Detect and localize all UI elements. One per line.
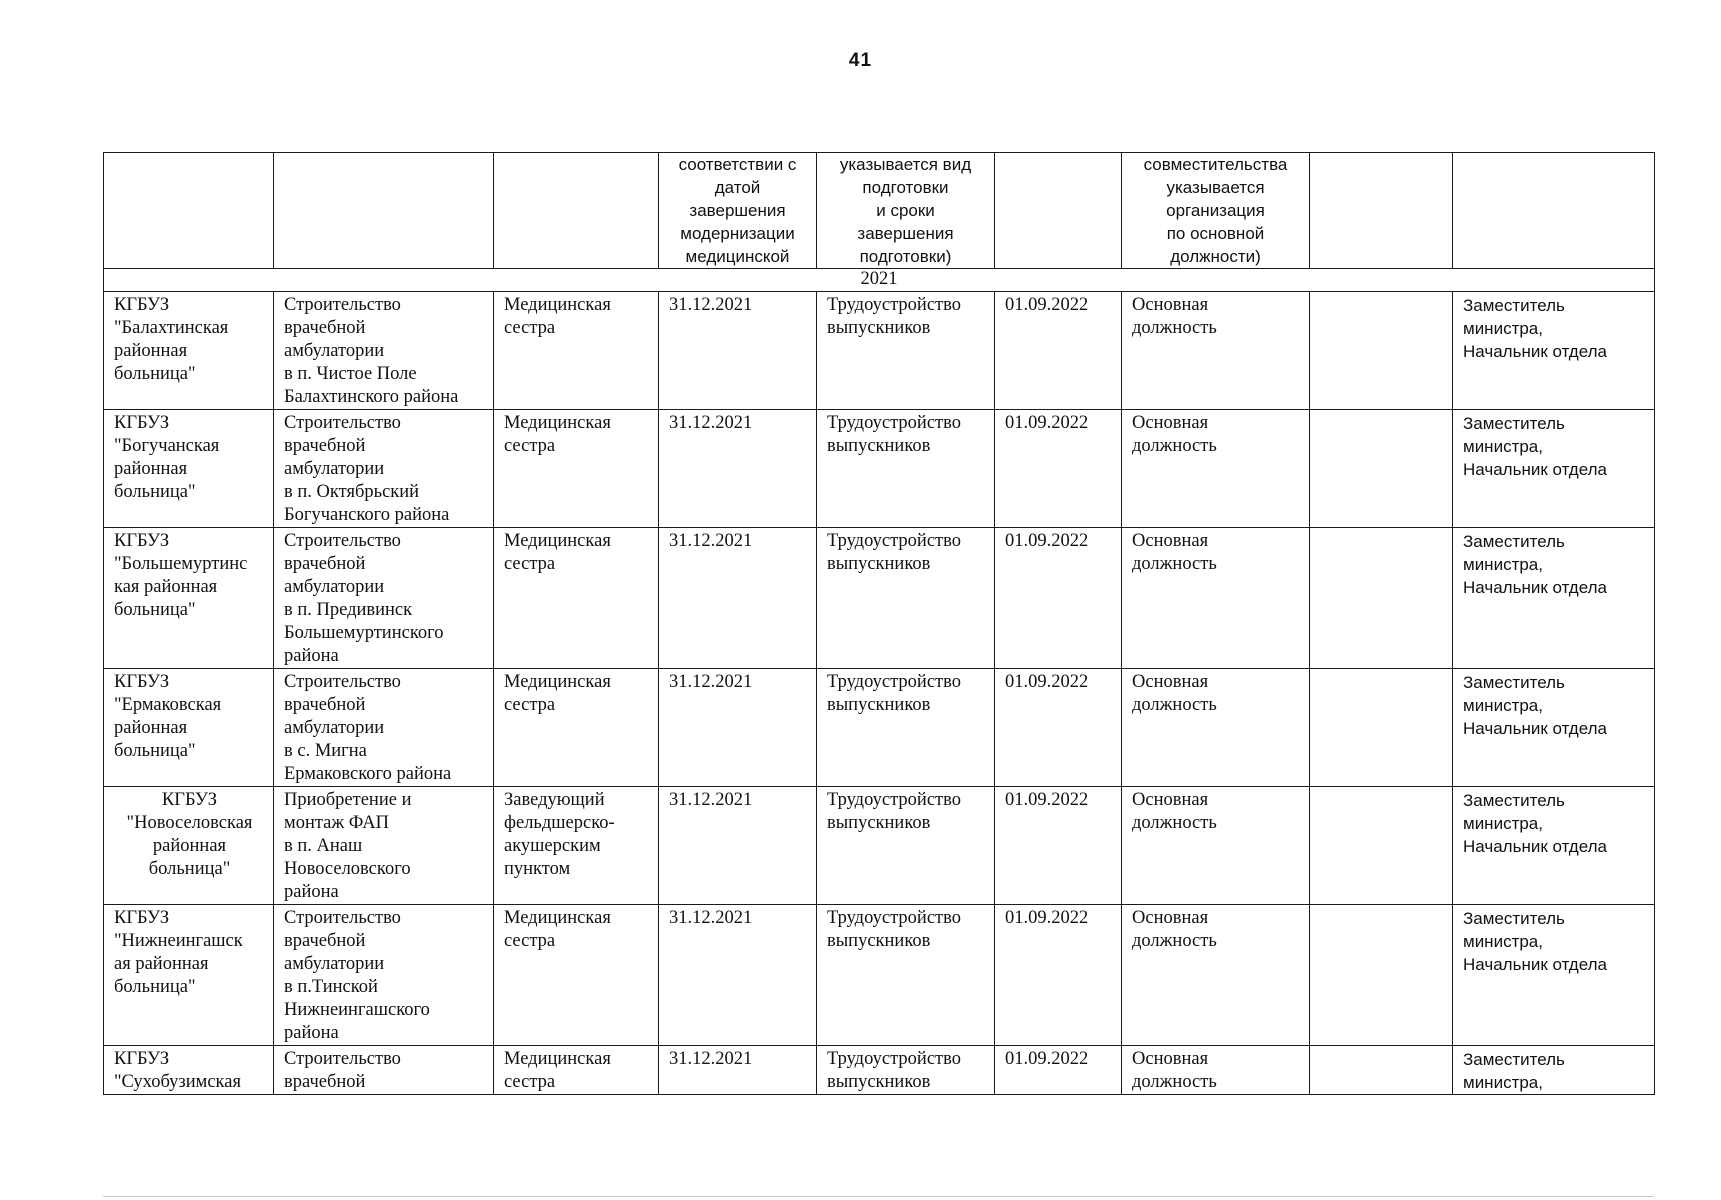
year-row [104, 269, 1655, 292]
source-cell: Трудоустройство выпускников [817, 528, 995, 669]
table-row [104, 905, 1655, 1046]
page-bottom-rule [103, 1196, 1654, 1197]
completion-date-cell: 31.12.2021 [659, 905, 817, 1046]
table-header-row [104, 153, 1655, 269]
extra-cell [1310, 292, 1453, 410]
org-cell: КГБУЗ "Богучанская районная больница" [104, 410, 274, 528]
object-cell: Приобретение и монтаж ФАП в п. Анаш Новоселовского района [274, 787, 494, 905]
staffing-table [103, 152, 1655, 1095]
object-cell: Строительство врачебной амбулатории в с. Мигна Ермаковского района [274, 669, 494, 787]
responsible-cell: Заместитель министра, Начальник отдела [1453, 787, 1655, 905]
hire-date-cell: 01.09.2022 [995, 528, 1122, 669]
employment-type-cell: Основная должность [1122, 905, 1310, 1046]
extra-cell [1310, 1046, 1453, 1095]
hire-date-cell: 01.09.2022 [995, 787, 1122, 905]
employment-type-cell: Основная должность [1122, 787, 1310, 905]
source-cell: Трудоустройство выпускников [817, 1046, 995, 1095]
org-cell: КГБУЗ "Сухобузимская [104, 1046, 274, 1095]
source-cell: Трудоустройство выпускников [817, 905, 995, 1046]
extra-cell [1310, 787, 1453, 905]
header-cell [1310, 153, 1453, 269]
header-cell: соответствии с датой завершения модернизации медицинской [659, 153, 817, 269]
position-cell: Медицинская сестра [494, 905, 659, 1046]
responsible-cell: Заместитель министра, Начальник отдела [1453, 905, 1655, 1046]
hire-date-cell: 01.09.2022 [995, 410, 1122, 528]
extra-cell [1310, 905, 1453, 1046]
table-row [104, 787, 1655, 905]
position-cell: Заведующий фельдшерско- акушерским пунктом [494, 787, 659, 905]
source-cell: Трудоустройство выпускников [817, 410, 995, 528]
employment-type-cell: Основная должность [1122, 292, 1310, 410]
header-cell: указывается вид подготовки и сроки завершения подготовки) [817, 153, 995, 269]
extra-cell [1310, 669, 1453, 787]
header-cell [995, 153, 1122, 269]
position-cell: Медицинская сестра [494, 292, 659, 410]
extra-cell [1310, 410, 1453, 528]
header-cell: совместительства указывается организация по основной должности) [1122, 153, 1310, 269]
responsible-cell: Заместитель министра, [1453, 1046, 1655, 1095]
completion-date-cell: 31.12.2021 [659, 292, 817, 410]
table-row [104, 1046, 1655, 1095]
position-cell: Медицинская сестра [494, 669, 659, 787]
org-cell: КГБУЗ "Ермаковская районная больница" [104, 669, 274, 787]
object-cell: Строительство врачебной амбулатории в п. Октябрьский Богучанского района [274, 410, 494, 528]
hire-date-cell: 01.09.2022 [995, 669, 1122, 787]
employment-type-cell: Основная должность [1122, 669, 1310, 787]
year-label: 2021 [104, 269, 1655, 292]
object-cell: Строительство врачебной амбулатории в п. Чистое Поле Балахтинского района [274, 292, 494, 410]
table-row [104, 669, 1655, 787]
hire-date-cell: 01.09.2022 [995, 1046, 1122, 1095]
completion-date-cell: 31.12.2021 [659, 669, 817, 787]
completion-date-cell: 31.12.2021 [659, 1046, 817, 1095]
extra-cell [1310, 528, 1453, 669]
hire-date-cell: 01.09.2022 [995, 292, 1122, 410]
responsible-cell: Заместитель министра, Начальник отдела [1453, 410, 1655, 528]
completion-date-cell: 31.12.2021 [659, 787, 817, 905]
employment-type-cell: Основная должность [1122, 1046, 1310, 1095]
source-cell: Трудоустройство выпускников [817, 787, 995, 905]
responsible-cell: Заместитель министра, Начальник отдела [1453, 669, 1655, 787]
object-cell: Строительство врачебной амбулатории в п. Предивинск Большемуртинского района [274, 528, 494, 669]
completion-date-cell: 31.12.2021 [659, 410, 817, 528]
page-number: 41 [848, 50, 873, 71]
org-cell: КГБУЗ "Новоселовская районная больница" [104, 787, 274, 905]
header-cell [1453, 153, 1655, 269]
responsible-cell: Заместитель министра, Начальник отдела [1453, 528, 1655, 669]
source-cell: Трудоустройство выпускников [817, 669, 995, 787]
header-cell [274, 153, 494, 269]
table-row [104, 528, 1655, 669]
header-cell [494, 153, 659, 269]
responsible-cell: Заместитель министра, Начальник отдела [1453, 292, 1655, 410]
hire-date-cell: 01.09.2022 [995, 905, 1122, 1046]
org-cell: КГБУЗ "Балахтинская районная больница" [104, 292, 274, 410]
employment-type-cell: Основная должность [1122, 528, 1310, 669]
object-cell: Строительство врачебной [274, 1046, 494, 1095]
employment-type-cell: Основная должность [1122, 410, 1310, 528]
position-cell: Медицинская сестра [494, 528, 659, 669]
header-cell [104, 153, 274, 269]
org-cell: КГБУЗ "Нижнеингашск ая районная больница" [104, 905, 274, 1046]
org-cell: КГБУЗ "Большемуртинс кая районная больница" [104, 528, 274, 669]
position-cell: Медицинская сестра [494, 410, 659, 528]
table-row [104, 410, 1655, 528]
object-cell: Строительство врачебной амбулатории в п.Тинской Нижнеингашского района [274, 905, 494, 1046]
completion-date-cell: 31.12.2021 [659, 528, 817, 669]
position-cell: Медицинская сестра [494, 1046, 659, 1095]
source-cell: Трудоустройство выпускников [817, 292, 995, 410]
table-row [104, 292, 1655, 410]
